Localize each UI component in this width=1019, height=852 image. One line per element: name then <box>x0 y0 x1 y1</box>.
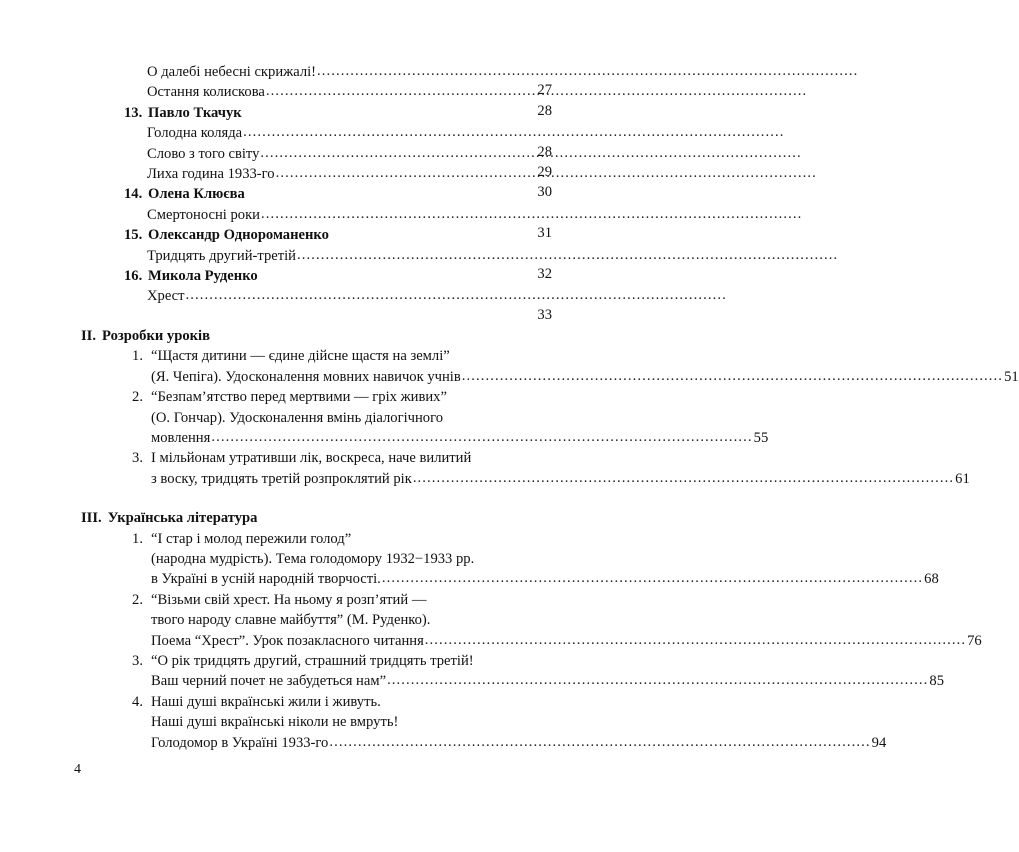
lesson-item-line <box>151 569 939 589</box>
lesson-item <box>0 692 887 753</box>
page-number: 4 <box>74 762 81 777</box>
toc-entry-line <box>147 82 525 102</box>
lesson-item-line: “Щастя дитини — єдине дійсне щастя на землі” <box>151 348 450 365</box>
lesson-item-line: (О. Гончар). Удосконалення вмінь діалогічного <box>151 409 443 426</box>
lesson-item-number: 1. <box>132 530 143 547</box>
lesson-item <box>0 387 769 448</box>
lesson-item-body <box>151 387 768 448</box>
toc-entry-line <box>147 164 525 184</box>
dot-leader <box>329 732 870 752</box>
lesson-item-line: І мільйонам утративши лік, воскреса, наче вилитий <box>151 450 472 467</box>
lesson-item-line: “Візьми свій хрест. На ньому я розп’ятий — <box>151 591 427 608</box>
dot-leader <box>425 630 966 650</box>
lesson-item-body <box>151 651 944 692</box>
section-title: Розробки уроків <box>102 327 210 344</box>
section-title: Українська література <box>107 510 258 527</box>
dot-leader <box>260 143 524 163</box>
dot-leader <box>462 366 1003 386</box>
author-number: 15. <box>124 227 143 244</box>
author-number: 13. <box>124 104 143 121</box>
lesson-item-number: 2. <box>132 591 143 608</box>
lesson-item-body <box>151 692 886 753</box>
lesson-item-line <box>151 469 970 489</box>
author-name: Олена Клюєва <box>148 186 245 203</box>
dot-leader <box>276 163 524 183</box>
toc-entry-title: Слово з того світу <box>147 145 260 162</box>
lesson-item-number: 2. <box>132 389 143 406</box>
section-roman: III. <box>81 510 102 527</box>
lesson-item-line-text: мовлення <box>151 429 211 446</box>
toc-entry-line <box>147 246 525 266</box>
toc-entry-line <box>147 62 525 82</box>
toc-entry-title: Лиха година 1933-го <box>147 166 275 183</box>
lesson-item-line-text: (Я. Чепіга). Удосконалення мовних навичок учнів <box>151 368 461 385</box>
author-heading <box>0 225 600 245</box>
lesson-item-body <box>151 529 939 590</box>
lesson-item-line: “І стар і молод пережили голод” <box>151 530 352 547</box>
author-heading <box>0 266 600 286</box>
lesson-item-line <box>151 631 982 651</box>
dot-leader <box>317 61 524 81</box>
dot-leader <box>382 568 923 588</box>
lesson-item-line-text: Голодомор в Україні 1933-го <box>151 734 329 751</box>
dot-leader <box>211 427 752 447</box>
lesson-item <box>0 590 982 651</box>
toc-entry-line <box>147 144 525 164</box>
toc-entry-title: Хрест <box>147 288 185 305</box>
toc-entry-page: 30 <box>537 184 552 201</box>
lesson-item-body <box>151 448 970 489</box>
author-name: Павло Ткачук <box>148 104 242 121</box>
toc-entry-line <box>147 286 525 306</box>
toc-entry-title: Остання колискова <box>147 84 265 101</box>
dot-leader <box>387 670 928 690</box>
toc-entry-page: 29 <box>537 164 552 181</box>
table-of-contents <box>0 62 1019 753</box>
lesson-item-page: 94 <box>871 734 887 751</box>
lesson-item-number: 3. <box>132 450 143 467</box>
lesson-item-number: 4. <box>132 693 143 710</box>
dot-leader <box>266 81 524 101</box>
toc-entry-page: 32 <box>537 266 552 283</box>
author-heading <box>0 103 600 123</box>
lesson-item-line-text: з воску, тридцять третій розпроклятий рік <box>151 470 412 487</box>
author-number: 14. <box>124 186 143 203</box>
lesson-item <box>0 346 1019 387</box>
lesson-item-line: “О рік тридцять другий, страшний тридцять третій! <box>151 652 474 669</box>
dot-leader <box>186 285 524 305</box>
lesson-item-page: 61 <box>955 470 970 487</box>
lesson-item-body <box>151 346 1019 387</box>
lesson-item-line: твого народу славне майбуття” (М. Руденко). <box>151 612 431 629</box>
section-spacer <box>0 489 600 508</box>
toc-entry-title: Смертоносні роки <box>147 206 260 223</box>
lesson-item <box>0 529 939 590</box>
lesson-item-line <box>151 367 1019 387</box>
toc-entry-line <box>147 123 525 143</box>
toc-entry-page: 31 <box>537 225 552 242</box>
section-heading <box>0 326 600 346</box>
lesson-item-body <box>151 590 982 651</box>
lesson-item-line <box>151 428 768 448</box>
lesson-item <box>0 651 944 692</box>
author-name: Микола Руденко <box>148 268 258 285</box>
lesson-item-number: 3. <box>132 652 143 669</box>
lesson-item-line: Наші душі вкраїнські жили і живуть. <box>151 693 381 710</box>
toc-entry <box>0 286 600 323</box>
lesson-item-line <box>151 671 944 691</box>
toc-entry-title: О далебі небесні скрижалі! <box>147 64 317 80</box>
toc-entry-page: 33 <box>537 306 552 323</box>
lesson-item <box>0 448 970 489</box>
lesson-item-line <box>151 733 886 753</box>
toc-entry-title: Тридцять другий-третій <box>147 247 296 264</box>
lesson-item-number: 1. <box>132 348 143 365</box>
lesson-item-line-text: Ваш черний почет не забудеться нам” <box>151 673 387 690</box>
author-name: Олександр Однороманенко <box>148 227 329 244</box>
author-heading <box>0 184 600 204</box>
lesson-item-page: 85 <box>929 673 944 690</box>
toc-entry-page: 28 <box>537 143 552 160</box>
section-heading <box>0 508 600 528</box>
dot-leader <box>243 122 524 142</box>
lesson-item-page: 55 <box>753 429 769 446</box>
toc-entry-page: 28 <box>537 102 552 119</box>
lesson-item-line-text: в Україні в усній народній творчості. <box>151 571 381 588</box>
dot-leader <box>413 468 954 488</box>
section-spacer <box>0 307 600 326</box>
lesson-item-page: 51 <box>1004 368 1019 385</box>
lesson-item-page: 68 <box>924 571 939 588</box>
lesson-item-line-text: Поема “Хрест”. Урок позакласного читання <box>151 632 424 649</box>
lesson-item-line: Наші душі вкраїнські ніколи не вмруть! <box>151 714 399 731</box>
author-number: 16. <box>124 268 143 285</box>
dot-leader <box>261 204 524 224</box>
lesson-item-line: “Безпам’ятство перед мертвими — гріх живих” <box>151 389 447 406</box>
lesson-item-line: (народна мудрість). Тема голодомору 1932−1933 рр. <box>151 550 475 567</box>
toc-entry-line <box>147 205 525 225</box>
toc-entry-page: 27 <box>537 82 552 99</box>
lesson-item-page: 76 <box>967 632 982 649</box>
toc-entry-title: Голодна коляда <box>147 125 243 142</box>
dot-leader <box>297 245 524 265</box>
section-roman: II. <box>81 327 97 344</box>
